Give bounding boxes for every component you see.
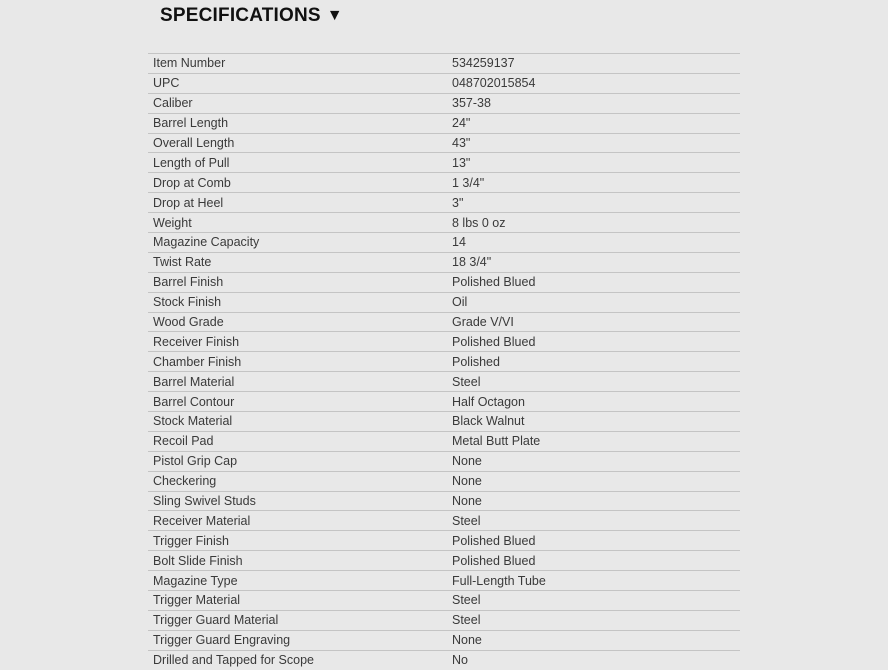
spec-row bbox=[148, 630, 740, 650]
spec-row bbox=[148, 173, 740, 193]
spec-row bbox=[148, 312, 740, 332]
spec-label: Weight bbox=[148, 213, 452, 233]
spec-label: Magazine Capacity bbox=[148, 233, 452, 253]
spec-row bbox=[148, 591, 740, 611]
spec-label: UPC bbox=[148, 73, 452, 93]
spec-value: Metal Butt Plate bbox=[452, 431, 740, 451]
spec-value: No bbox=[452, 650, 740, 670]
spec-label: Recoil Pad bbox=[148, 431, 452, 451]
spec-row bbox=[148, 54, 740, 74]
spec-row bbox=[148, 272, 740, 292]
spec-label: Pistol Grip Cap bbox=[148, 451, 452, 471]
spec-label: Twist Rate bbox=[148, 252, 452, 272]
spec-label: Trigger Material bbox=[148, 591, 452, 611]
spec-row bbox=[148, 372, 740, 392]
spec-row bbox=[148, 193, 740, 213]
spec-value: None bbox=[452, 491, 740, 511]
spec-row bbox=[148, 551, 740, 571]
spec-row bbox=[148, 431, 740, 451]
triangle-down-icon: ▼ bbox=[327, 8, 343, 24]
spec-label: Trigger Guard Engraving bbox=[148, 630, 452, 650]
spec-row bbox=[148, 213, 740, 233]
spec-value: Polished Blued bbox=[452, 332, 740, 352]
spec-row bbox=[148, 650, 740, 670]
spec-value: Polished bbox=[452, 352, 740, 372]
spec-row bbox=[148, 292, 740, 312]
spec-row bbox=[148, 511, 740, 531]
spec-value: Grade V/VI bbox=[452, 312, 740, 332]
spec-row bbox=[148, 451, 740, 471]
spec-row bbox=[148, 73, 740, 93]
spec-label: Receiver Finish bbox=[148, 332, 452, 352]
spec-label: Drilled and Tapped for Scope bbox=[148, 650, 452, 670]
spec-row bbox=[148, 113, 740, 133]
spec-row bbox=[148, 471, 740, 491]
spec-row bbox=[148, 491, 740, 511]
specifications-table bbox=[148, 53, 740, 670]
spec-row bbox=[148, 252, 740, 272]
spec-value: Steel bbox=[452, 372, 740, 392]
spec-value: 3" bbox=[452, 193, 740, 213]
spec-label: Drop at Comb bbox=[148, 173, 452, 193]
spec-value: 13" bbox=[452, 153, 740, 173]
spec-value: Full-Length Tube bbox=[452, 571, 740, 591]
spec-row bbox=[148, 531, 740, 551]
spec-value: Steel bbox=[452, 591, 740, 611]
spec-label: Barrel Finish bbox=[148, 272, 452, 292]
spec-label: Stock Material bbox=[148, 412, 452, 432]
spec-value: 048702015854 bbox=[452, 73, 740, 93]
spec-label: Wood Grade bbox=[148, 312, 452, 332]
section-title: SPECIFICATIONS bbox=[160, 5, 321, 27]
spec-value: Steel bbox=[452, 511, 740, 531]
spec-row bbox=[148, 571, 740, 591]
spec-row bbox=[148, 332, 740, 352]
spec-value: None bbox=[452, 471, 740, 491]
spec-label: Barrel Length bbox=[148, 113, 452, 133]
spec-value: Oil bbox=[452, 292, 740, 312]
spec-label: Trigger Guard Material bbox=[148, 610, 452, 630]
spec-row bbox=[148, 133, 740, 153]
specifications-table-body bbox=[148, 54, 740, 670]
spec-label: Drop at Heel bbox=[148, 193, 452, 213]
spec-value: Polished Blued bbox=[452, 551, 740, 571]
spec-label: Bolt Slide Finish bbox=[148, 551, 452, 571]
spec-label: Overall Length bbox=[148, 133, 452, 153]
spec-row bbox=[148, 352, 740, 372]
spec-value: 357-38 bbox=[452, 93, 740, 113]
spec-row bbox=[148, 610, 740, 630]
spec-label: Receiver Material bbox=[148, 511, 452, 531]
spec-value: 534259137 bbox=[452, 54, 740, 74]
spec-value: Half Octagon bbox=[452, 392, 740, 412]
spec-row bbox=[148, 233, 740, 253]
spec-value: None bbox=[452, 630, 740, 650]
spec-value: 8 lbs 0 oz bbox=[452, 213, 740, 233]
spec-label: Item Number bbox=[148, 54, 452, 74]
spec-value: 18 3/4" bbox=[452, 252, 740, 272]
spec-value: 14 bbox=[452, 233, 740, 253]
spec-label: Caliber bbox=[148, 93, 452, 113]
spec-row bbox=[148, 93, 740, 113]
spec-label: Barrel Material bbox=[148, 372, 452, 392]
spec-row bbox=[148, 392, 740, 412]
spec-value: Black Walnut bbox=[452, 412, 740, 432]
spec-value: None bbox=[452, 451, 740, 471]
spec-value: Steel bbox=[452, 610, 740, 630]
spec-row bbox=[148, 412, 740, 432]
spec-label: Sling Swivel Studs bbox=[148, 491, 452, 511]
spec-row bbox=[148, 153, 740, 173]
spec-value: 24" bbox=[452, 113, 740, 133]
spec-label: Trigger Finish bbox=[148, 531, 452, 551]
spec-value: Polished Blued bbox=[452, 272, 740, 292]
spec-label: Chamber Finish bbox=[148, 352, 452, 372]
spec-label: Length of Pull bbox=[148, 153, 452, 173]
spec-label: Barrel Contour bbox=[148, 392, 452, 412]
spec-label: Stock Finish bbox=[148, 292, 452, 312]
specifications-toggle[interactable] bbox=[160, 4, 343, 28]
spec-label: Magazine Type bbox=[148, 571, 452, 591]
spec-value: 1 3/4" bbox=[452, 173, 740, 193]
spec-label: Checkering bbox=[148, 471, 452, 491]
spec-value: 43" bbox=[452, 133, 740, 153]
spec-value: Polished Blued bbox=[452, 531, 740, 551]
